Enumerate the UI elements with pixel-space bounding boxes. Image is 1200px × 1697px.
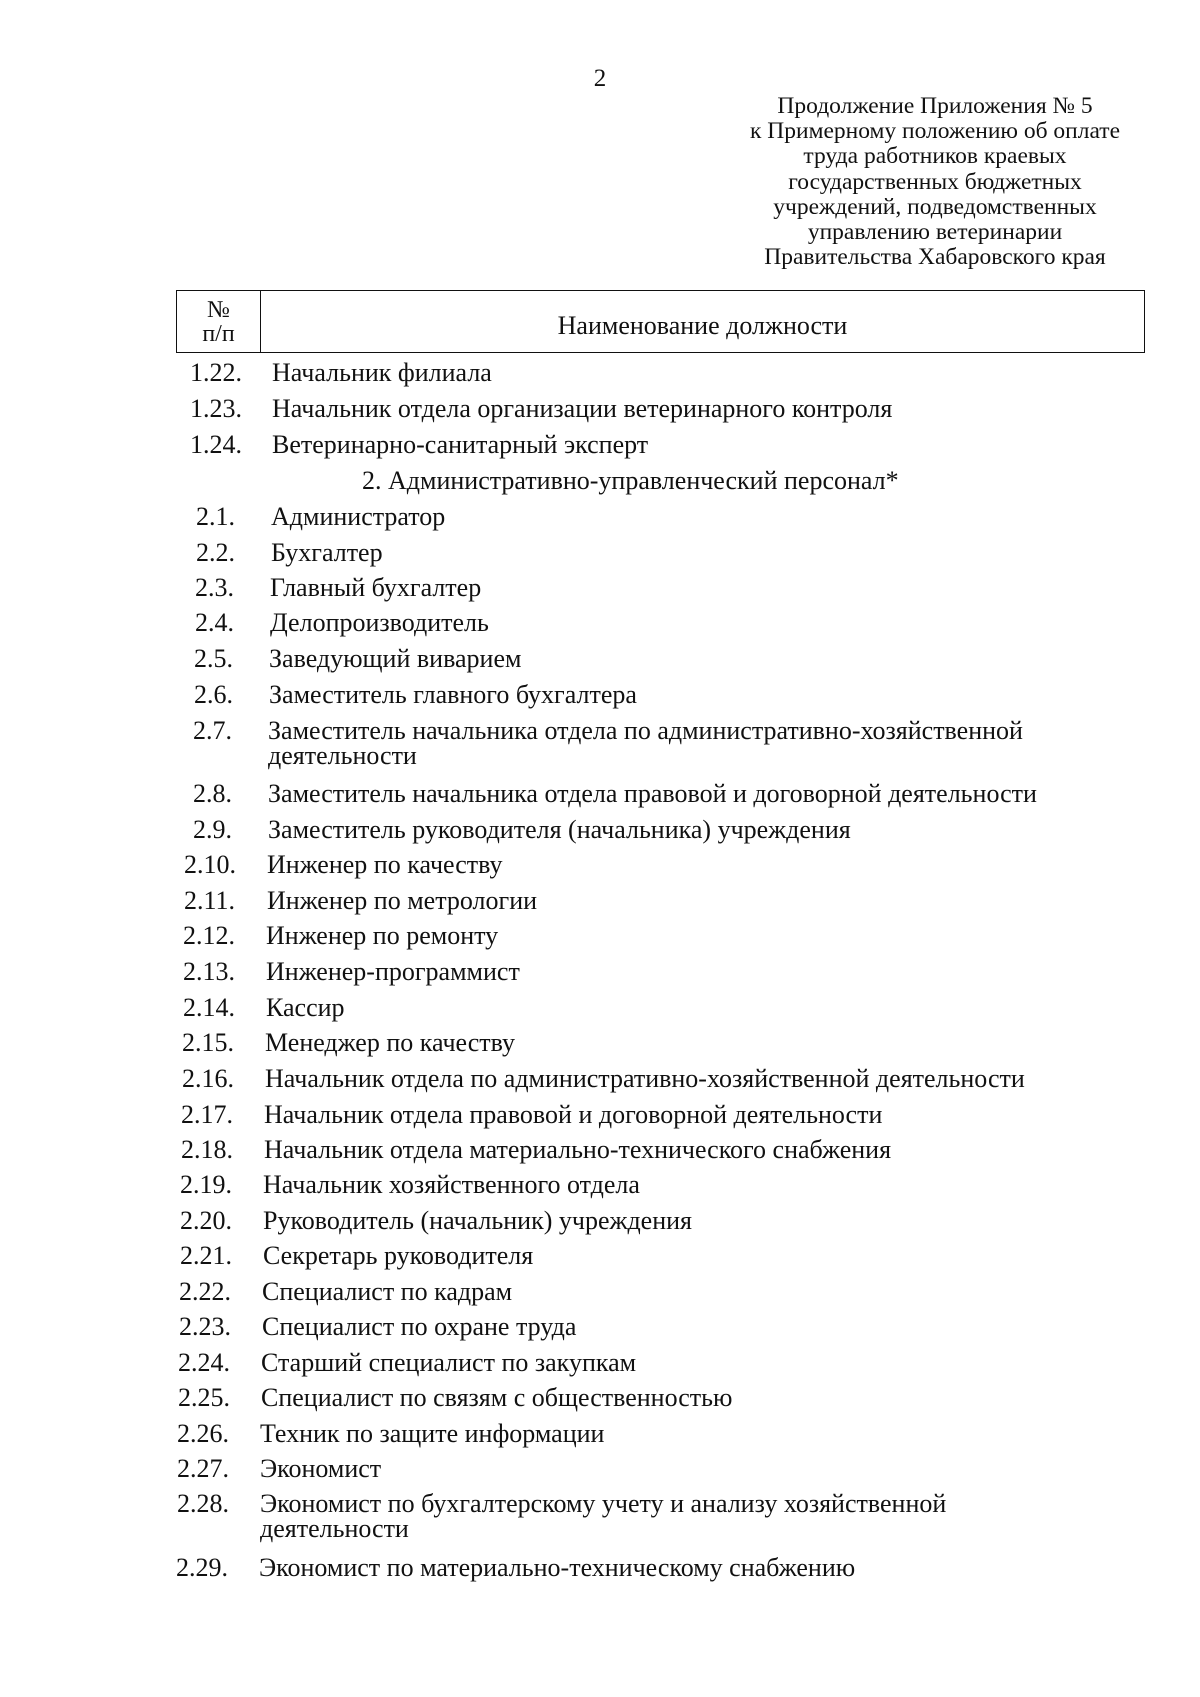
position-name: Менеджер по качеству bbox=[265, 1028, 516, 1057]
position-name: Главный бухгалтер bbox=[270, 573, 482, 602]
position-name: Экономист bbox=[260, 1454, 382, 1483]
row-number: 2.23. bbox=[179, 1312, 231, 1341]
position-name: Заместитель главного бухгалтера bbox=[269, 680, 637, 709]
header-line: Продолжение Приложения № 5 bbox=[777, 93, 1093, 119]
row-number: 2.9. bbox=[193, 815, 232, 844]
page-number: 2 bbox=[593, 65, 607, 92]
row-number: 2.15. bbox=[182, 1028, 234, 1057]
position-name: Заместитель руководителя (начальника) учреждения bbox=[268, 815, 851, 844]
row-number: 2.6. bbox=[194, 680, 233, 709]
row-number: 2.27. bbox=[177, 1454, 229, 1483]
position-name: Заведующий виварием bbox=[269, 644, 522, 673]
position-name: Экономист по материально-техническому снабжению bbox=[259, 1553, 856, 1582]
position-name: Начальник хозяйственного отдела bbox=[263, 1170, 640, 1199]
position-name: Заместитель начальника отдела правовой и договорной деятельности bbox=[268, 779, 1037, 808]
row-number: 2.1. bbox=[196, 502, 235, 531]
position-name: Руководитель (начальник) учреждения bbox=[263, 1206, 692, 1235]
row-number: 2.26. bbox=[177, 1419, 229, 1448]
row-number: 2.29. bbox=[176, 1553, 228, 1582]
header-line: Правительства Хабаровского края bbox=[764, 244, 1106, 271]
position-name: Специалист по охране труда bbox=[262, 1312, 577, 1341]
row-number: 2.22. bbox=[179, 1277, 231, 1306]
position-name: Начальник отдела материально-технического снабжения bbox=[264, 1135, 892, 1164]
position-name: Начальник отдела по административно-хозяйственной деятельности bbox=[265, 1064, 1025, 1093]
position-name: Ветеринарно-санитарный эксперт bbox=[272, 430, 649, 459]
row-number: 2.28. bbox=[177, 1489, 229, 1518]
row-number: 2.3. bbox=[195, 573, 234, 602]
position-name-continuation: деятельности bbox=[260, 1514, 409, 1543]
row-number: 1.23. bbox=[190, 394, 242, 423]
position-name: Инженер по качеству bbox=[267, 850, 503, 879]
row-number: 2.13. bbox=[183, 957, 235, 986]
position-name: Кассир bbox=[266, 993, 345, 1022]
header-line: к Примерному положению об оплате bbox=[749, 118, 1121, 145]
position-name-continuation: деятельности bbox=[268, 741, 417, 770]
row-number: 2.12. bbox=[183, 921, 235, 950]
position-name: Начальник отдела правовой и договорной деятельности bbox=[264, 1100, 883, 1129]
header-line: государственных бюджетных bbox=[788, 168, 1082, 195]
position-name: Инженер-программист bbox=[266, 957, 520, 986]
row-number: 2.25. bbox=[178, 1383, 230, 1412]
row-number: 2.10. bbox=[184, 850, 236, 879]
position-name: Специалист по кадрам bbox=[262, 1277, 513, 1306]
column-header-number-sign: № bbox=[207, 296, 230, 323]
position-name: Бухгалтер bbox=[271, 538, 383, 567]
row-number: 2.14. bbox=[183, 993, 235, 1022]
row-number: 2.11. bbox=[184, 886, 236, 915]
column-header-position-name: Наименование должности bbox=[557, 310, 848, 340]
row-number: 1.24. bbox=[190, 430, 242, 459]
row-number: 2.17. bbox=[181, 1100, 233, 1129]
row-number: 2.20. bbox=[180, 1206, 232, 1235]
row-number: 1.22. bbox=[190, 358, 242, 387]
position-name: Инженер по метрологии bbox=[267, 886, 538, 915]
row-number: 2.2. bbox=[196, 538, 235, 567]
row-number: 2.7. bbox=[193, 716, 232, 745]
row-number: 2.18. bbox=[181, 1135, 233, 1164]
header-line: труда работников краевых bbox=[803, 143, 1067, 170]
position-name: Секретарь руководителя bbox=[263, 1241, 534, 1270]
row-number: 2.5. bbox=[194, 644, 233, 673]
column-header-number-abbr: п/п bbox=[202, 320, 235, 347]
row-number: 2.21. bbox=[180, 1241, 232, 1270]
row-number: 2.19. bbox=[180, 1170, 232, 1199]
row-number: 2.4. bbox=[195, 608, 234, 637]
position-name: Экономист по бухгалтерскому учету и анализу хозяйственной bbox=[260, 1489, 947, 1518]
row-number: 2.16. bbox=[182, 1064, 234, 1093]
position-name: Делопроизводитель bbox=[270, 608, 489, 637]
header-line: управлению ветеринарии bbox=[807, 219, 1063, 246]
position-name: Инженер по ремонту bbox=[266, 921, 499, 950]
position-name: Начальник отдела организации ветеринарного контроля bbox=[272, 394, 893, 423]
position-name: Начальник филиала bbox=[272, 358, 492, 387]
position-name: Заместитель начальника отдела по административно-хозяйственной bbox=[268, 716, 1023, 745]
position-name: Старший специалист по закупкам bbox=[261, 1348, 637, 1377]
row-number: 2.24. bbox=[178, 1348, 230, 1377]
header-line: учреждений, подведомственных bbox=[773, 193, 1097, 220]
position-name: Администратор bbox=[271, 502, 446, 531]
section-title: 2. Административно-управленческий персонал* bbox=[362, 466, 899, 495]
position-name: Техник по защите информации bbox=[260, 1419, 605, 1448]
row-number: 2.8. bbox=[193, 779, 232, 808]
position-name: Специалист по связям с общественностью bbox=[261, 1383, 733, 1412]
